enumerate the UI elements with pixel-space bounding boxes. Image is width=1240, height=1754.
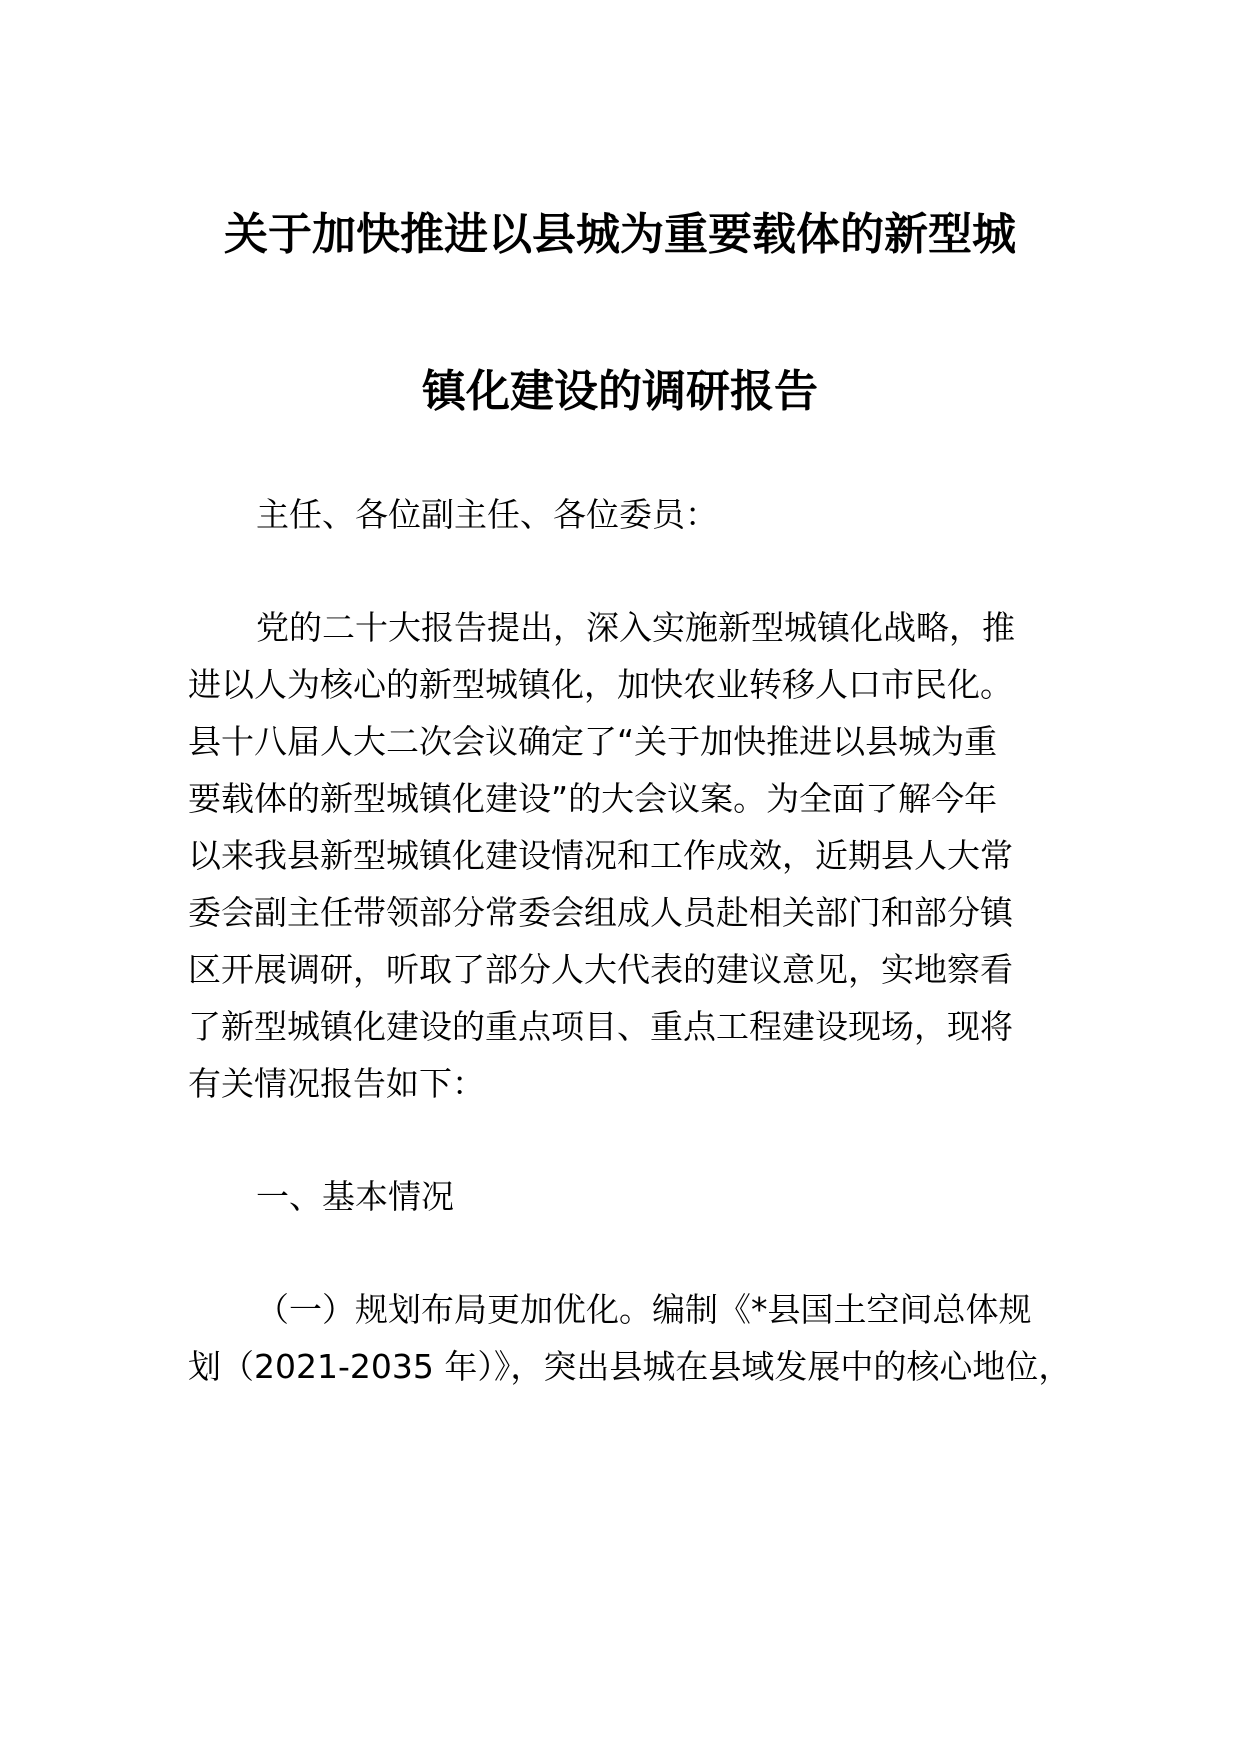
intro-line-2: 进以人为核心的新型城镇化，加快农业转移人口市民化。 xyxy=(188,665,1013,704)
subsection-line-2: 划（2021-2035 年）》，突出县城在县域发展中的核心地位， xyxy=(188,1347,1072,1386)
intro-line-6: 委会副主任带领部分常委会组成人员赴相关部门和部分镇 xyxy=(188,893,1013,932)
intro-line-9: 有关情况报告如下： xyxy=(188,1064,485,1103)
document-title-line-1: 关于加快推进以县城为重要载体的新型城 xyxy=(224,209,1016,260)
intro-line-4: 要载体的新型城镇化建设”的大会议案。为全面了解今年 xyxy=(188,779,998,818)
intro-line-5: 以来我县新型城镇化建设情况和工作成效，近期县人大常 xyxy=(188,836,1013,875)
intro-line-7: 区开展调研，听取了部分人大代表的建议意见，实地察看 xyxy=(188,950,1013,989)
document-title-line-2: 镇化建设的调研报告 xyxy=(422,366,818,417)
section-heading: 一、基本情况 xyxy=(256,1177,454,1216)
intro-line-1: 党的二十大报告提出，深入实施新型城镇化战略，推 xyxy=(256,608,1015,647)
intro-line-8: 了新型城镇化建设的重点项目、重点工程建设现场，现将 xyxy=(188,1007,1013,1046)
intro-line-3: 县十八届人大二次会议确定了“关于加快推进以县城为重 xyxy=(188,722,998,761)
salutation: 主任、各位副主任、各位委员： xyxy=(256,495,718,534)
subsection-line-1: （一）规划布局更加优化。编制《*县国土空间总体规 xyxy=(256,1290,1032,1329)
